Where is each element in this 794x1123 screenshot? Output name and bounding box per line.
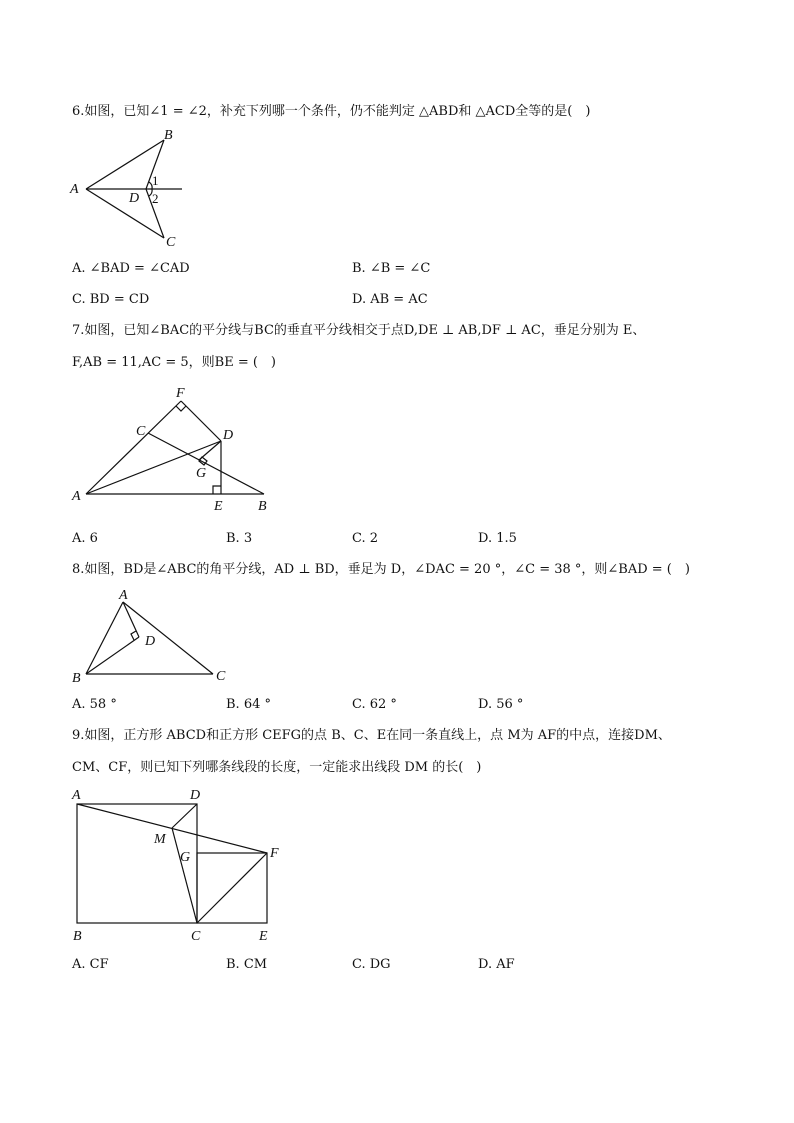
- q7-label-b: B: [258, 499, 267, 514]
- q6-label-c: C: [166, 235, 176, 250]
- q9-option-c[interactable]: C. DG: [352, 957, 391, 972]
- q9-label-g: G: [180, 850, 191, 865]
- q9-label-c: C: [191, 929, 201, 944]
- q6-label-2: 2: [152, 191, 159, 206]
- q7-label-a: A: [72, 489, 81, 504]
- q8-option-a[interactable]: A. 58 °: [72, 697, 117, 712]
- q8-label-b: B: [72, 671, 81, 686]
- q6-figure: [68, 126, 198, 251]
- q7-stem-line2: F,AB = 11,AC = 5，则BE = ( ): [72, 355, 277, 370]
- q8-option-b[interactable]: B. 64 °: [226, 697, 271, 712]
- q9-stem-line2: CM、CF，则已知下列哪条线段的长度，一定能求出线段 DM 的长( ): [72, 760, 482, 775]
- q6-label-b: B: [164, 128, 173, 143]
- q9-label-a: A: [72, 788, 81, 803]
- q7-label-e: E: [214, 499, 223, 514]
- q6-stem: 6.如图，已知∠1 = ∠2，补充下列哪一个条件，仍不能判定 △ABD和 △ACD全等的是( ): [72, 104, 591, 119]
- q6-option-b[interactable]: B. ∠B = ∠C: [352, 261, 431, 276]
- q9-label-b: B: [73, 929, 82, 944]
- q9-figure: [68, 784, 288, 946]
- q9-label-e: E: [259, 929, 268, 944]
- q7-figure: [68, 384, 283, 516]
- q9-option-d[interactable]: D. AF: [478, 957, 515, 972]
- q8-label-a: A: [119, 588, 128, 603]
- q7-label-f: F: [176, 386, 185, 401]
- q7-option-d[interactable]: D. 1.5: [478, 531, 517, 546]
- q7-label-d: D: [223, 428, 234, 443]
- q7-label-g: G: [196, 466, 207, 481]
- q6-option-a[interactable]: A. ∠BAD = ∠CAD: [72, 261, 190, 276]
- q6-option-d[interactable]: D. AB = AC: [352, 292, 428, 307]
- q7-label-c: C: [136, 424, 146, 439]
- q6-label-d: D: [129, 191, 140, 206]
- q9-option-a[interactable]: A. CF: [72, 957, 109, 972]
- q8-figure: [68, 586, 238, 686]
- q9-label-m: M: [154, 832, 166, 847]
- q8-label-d: D: [145, 634, 156, 649]
- q6-label-1: 1: [152, 173, 159, 188]
- q8-stem: 8.如图，BD是∠ABC的角平分线，AD ⊥ BD，垂足为 D，∠DAC = 20 °，∠C = 38 °，则∠BAD = ( ): [72, 562, 690, 577]
- q7-stem-line1: 7.如图，已知∠BAC的平分线与BC的垂直平分线相交于点D,DE ⊥ AB,DF ⊥ AC，垂足分别为 E、: [72, 323, 646, 338]
- q8-option-c[interactable]: C. 62 °: [352, 697, 397, 712]
- q9-stem-line1: 9.如图，正方形 ABCD和正方形 CEFG的点 B、C、E在同一条直线上，点 M为 AF的中点，连接DM、: [72, 728, 671, 743]
- q7-option-b[interactable]: B. 3: [226, 531, 253, 546]
- q9-option-b[interactable]: B. CM: [226, 957, 268, 972]
- q9-label-d: D: [190, 788, 201, 803]
- q6-label-a: A: [70, 182, 79, 197]
- q6-option-c[interactable]: C. BD = CD: [72, 292, 150, 307]
- q8-label-c: C: [216, 669, 226, 684]
- q9-label-f: F: [270, 846, 279, 861]
- q7-option-a[interactable]: A. 6: [72, 531, 98, 546]
- q7-option-c[interactable]: C. 2: [352, 531, 379, 546]
- q8-option-d[interactable]: D. 56 °: [478, 697, 524, 712]
